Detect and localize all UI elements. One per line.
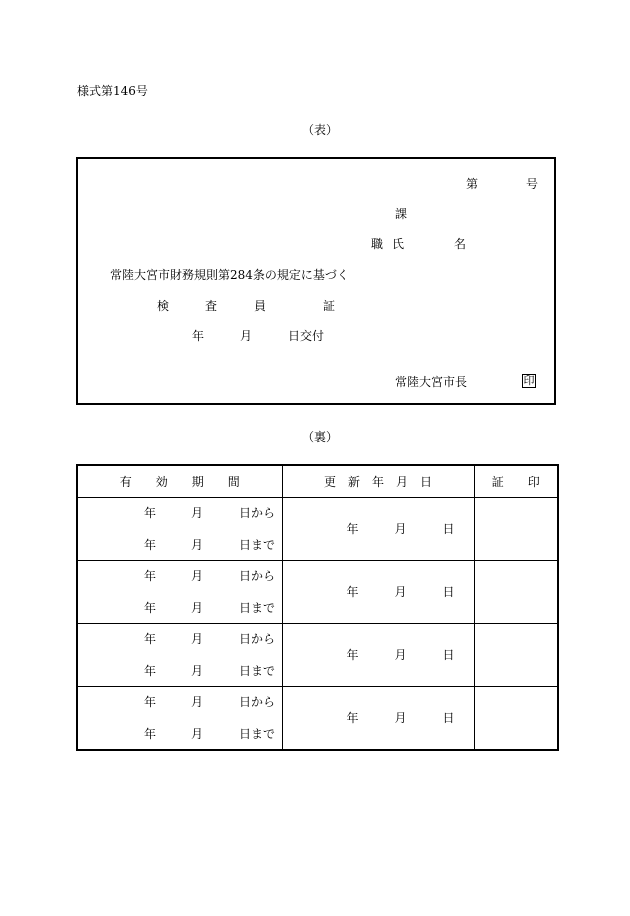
job-title-label: 職 [371, 237, 384, 251]
form-number: 様式第146号 [77, 84, 148, 98]
issue-day: 日交付 [288, 329, 325, 343]
renewal-day: 日 [442, 522, 455, 536]
from-year: 年 [144, 695, 157, 709]
to-year: 年 [144, 601, 157, 615]
renewal-table [76, 464, 559, 751]
validity-cell [77, 624, 282, 687]
seal-cell [474, 687, 558, 751]
back-heading: （裏） [302, 430, 339, 444]
number-dai: 第 [466, 177, 479, 191]
from-day: 日から [239, 695, 276, 709]
renewal-day: 日 [442, 711, 455, 725]
front-heading: （表） [302, 123, 339, 137]
number-go: 号 [526, 177, 539, 191]
to-day: 日まで [239, 538, 276, 552]
section-ka: 課 [395, 207, 408, 221]
renewal-year: 年 [346, 648, 359, 662]
renewal-year: 年 [346, 522, 359, 536]
from-month: 月 [191, 632, 204, 646]
table-row [77, 687, 558, 751]
name-shi: 氏 [392, 237, 405, 251]
renewal-date-cell [282, 687, 474, 751]
validity-cell [77, 687, 282, 751]
seal-mark: 印 [523, 374, 535, 387]
to-day: 日まで [239, 727, 276, 741]
name-mei: 名 [454, 237, 467, 251]
header-renewal-date: 更 新 年 月 日 [282, 465, 474, 498]
from-day: 日から [239, 569, 276, 583]
cert-title-char-3: 員 [254, 299, 267, 313]
renewal-month: 月 [394, 522, 407, 536]
to-day: 日まで [239, 664, 276, 678]
regulation-text: 常陸大宮市財務規則第284条の規定に基づく [110, 268, 349, 282]
from-month: 月 [191, 569, 204, 583]
validity-cell [77, 561, 282, 624]
cert-title-char-2: 査 [205, 299, 218, 313]
to-day: 日まで [239, 601, 276, 615]
header-seal: 証 印 [474, 465, 558, 498]
header-validity: 有 効 期 間 [77, 465, 282, 498]
renewal-day: 日 [442, 648, 455, 662]
table-header-row [77, 465, 558, 498]
validity-cell [77, 498, 282, 561]
renewal-year: 年 [346, 711, 359, 725]
seal-cell [474, 498, 558, 561]
cert-title-char-4: 証 [323, 299, 336, 313]
to-year: 年 [144, 538, 157, 552]
cert-title-char-1: 検 [157, 299, 170, 313]
to-year: 年 [144, 727, 157, 741]
from-month: 月 [191, 506, 204, 520]
to-month: 月 [191, 727, 204, 741]
issue-month: 月 [240, 329, 253, 343]
seal-cell [474, 561, 558, 624]
from-year: 年 [144, 569, 157, 583]
from-year: 年 [144, 506, 157, 520]
from-month: 月 [191, 695, 204, 709]
mayor-title: 常陸大宮市長 [395, 375, 468, 389]
renewal-date-cell [282, 498, 474, 561]
table-row [77, 624, 558, 687]
to-month: 月 [191, 664, 204, 678]
table-row [77, 498, 558, 561]
renewal-month: 月 [394, 648, 407, 662]
seal-cell [474, 624, 558, 687]
from-year: 年 [144, 632, 157, 646]
from-day: 日から [239, 506, 276, 520]
renewal-date-cell [282, 561, 474, 624]
renewal-month: 月 [394, 711, 407, 725]
renewal-month: 月 [394, 585, 407, 599]
to-year: 年 [144, 664, 157, 678]
to-month: 月 [191, 601, 204, 615]
table-row [77, 561, 558, 624]
renewal-year: 年 [346, 585, 359, 599]
to-month: 月 [191, 538, 204, 552]
issue-year: 年 [192, 329, 205, 343]
renewal-day: 日 [442, 585, 455, 599]
from-day: 日から [239, 632, 276, 646]
renewal-date-cell [282, 624, 474, 687]
